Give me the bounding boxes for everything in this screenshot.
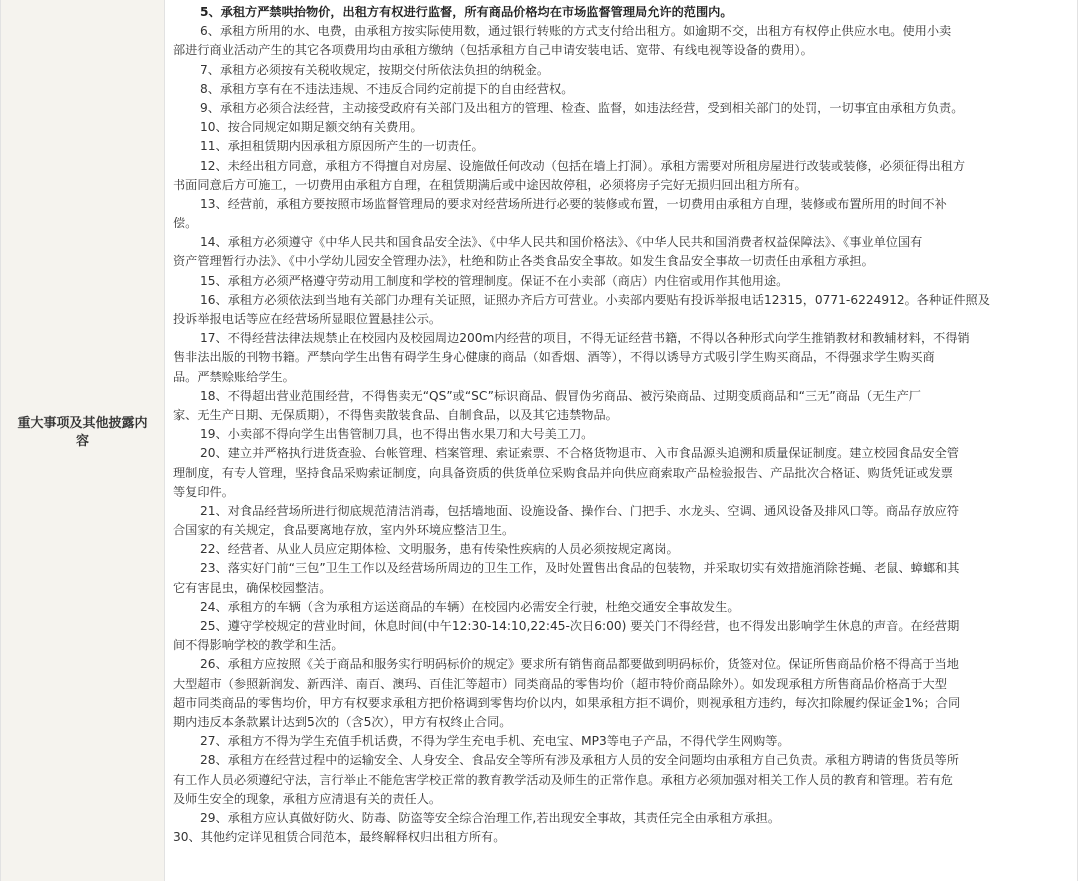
clause-line: 10、按合同规定如期足额交纳有关费用。	[200, 120, 423, 135]
clause-line: 12、未经出租方同意，承租方不得擅自对房屋、设施做任何改动（包括在墙上打洞）。承租方需要对所租房屋进行改装或装修，必须征得出租方	[200, 158, 966, 173]
clause-line: 18、不得超出营业范围经营，不得售卖无“QS”或“SC”标识商品、假冒伪劣商品、被污染商品、过期变质商品和“三无”商品（无生产厂	[200, 388, 921, 403]
clause-line: 14、承租方必须遵守《中华人民共和国食品安全法》、《中华人民共和国价格法》、《中华人民共和国消费者权益保障法》、《事业单位国有	[200, 235, 923, 250]
clause-line: 20、建立并严格执行进货查验、台帐管理、档案管理、索证索票、不合格货物退市、入市食品源头追溯和质量保证制度。建立校园食品安全管	[200, 446, 959, 461]
clause-line: 27、承租方不得为学生充值手机话费，不得为学生充电手机、充电宝、MP3等电子产品，不得代学生网购等。	[200, 734, 790, 749]
clause-line: 11、承担租赁期内因承租方原因所产生的一切责任。	[200, 139, 484, 154]
clause-line: 24、承租方的车辆（含为承租方运送商品的车辆）在校园内必需安全行驶，杜绝交通安全事故发生。	[200, 599, 740, 614]
clause-line: 17、不得经营法律法规禁止在校园内及校园周边200m内经营的项目，不得无证经营书籍，不得以各种形式向学生推销教材和教辅材料，不得销	[200, 331, 970, 346]
section-label: 重大事项及其他披露内容	[17, 416, 148, 449]
clause-line: 偿。	[173, 216, 198, 231]
clause-line: 及师生安全的现象，承租方应清退有关的责任人。	[173, 791, 442, 806]
clause-line: 书面同意后方可施工，一切费用由承租方自理，在租赁期满后或中途因故停租，必须将房子完好无损归回出租方所有。	[173, 177, 807, 192]
clause-line: 超市同类商品的零售均价，甲方有权要求承租方把价格调到零售均价以内，如果承租方拒不调价，则视承租方违约，每次扣除履约保证金1%；合同	[173, 695, 961, 710]
clause-line: 合国家的有关规定，食品要离地存放，室内外环境应整洁卫生。	[173, 523, 515, 538]
clause-line: 13、经营前，承租方要按照市场监督管理局的要求对经营场所进行必要的装修或布置，一切费用由承租方自理，装修或布置所用的时间不补	[200, 196, 947, 211]
clause-line: 它有害昆虫，确保校园整洁。	[173, 580, 332, 595]
clause-line: 间不得影响学校的教学和生活。	[173, 638, 344, 653]
clause-line: 部进行商业活动产生的其它各项费用均由承租方缴纳（包括承租方自己申请安装电话、宽带、有线电视等设备的费用）。	[173, 43, 813, 58]
clause-line: 有工作人员必须遵纪守法，言行举止不能危害学校正常的教育教学活动及师生的正常作息。承租方必须加强对相关工作人员的教育和管理。若有危	[173, 772, 953, 787]
clause-line: 家、无生产日期、无保质期），不得售卖散装食品、自制食品，以及其它违禁物品。	[173, 407, 618, 422]
clause-line: 7、承租方必须按有关税收规定，按期交付所依法负担的纳税金。	[200, 62, 550, 77]
clause-line: 23、落实好门前“三包”卫生工作以及经营场所周边的卫生工作，及时处置售出食品的包装物，并采取切实有效措施消除苍蝇、老鼠、蟑螂和其	[200, 561, 960, 576]
clause-line: 投诉举报电话等应在经营场所显眼位置悬挂公示。	[173, 312, 442, 326]
clause-line: 19、小卖部不得向学生出售管制刀具，也不得出售水果刀和大号美工刀。	[200, 427, 594, 442]
clause-line: 期内违反本条款累计达到5次的（含5次），甲方有权终止合同。	[173, 714, 512, 729]
clause-line: 理制度，有专人管理，坚持食品采购索证制度，向具备资质的供货单位采购食品并向供应商索取产品检验报告、产品批次合格证、购货凭证或发票	[173, 465, 953, 480]
clause-line: 15、承租方必须严格遵守劳动用工制度和学校的管理制度。保证不在小卖部（商店）内住宿或用作其他用途。	[200, 273, 789, 288]
clause-line: 16、承租方必须依法到当地有关部门办理有关证照，证照办齐后方可营业。小卖部内要贴有投诉举报电话12315，0771-6224912。各种证件照及	[200, 292, 990, 307]
clause-line: 品。严禁赊账给学生。	[173, 369, 295, 384]
clause-line: 29、承租方应认真做好防火、防毒、防盗等安全综合治理工作,若出现安全事故，其责任完全由承租方承担。	[200, 810, 781, 825]
section-label-cell	[1, 0, 165, 881]
clause-line: 9、承租方必须合法经营，主动接受政府有关部门及出租方的管理、检查、监督，如违法经营，受到相关部门的处罚，一切事宜由承租方负责。	[200, 100, 964, 115]
clause-line: 21、对食品经营场所进行彻底规范清洁消毒，包括墙地面、设施设备、操作台、门把手、水龙头、空调、通风设备及排风口等。商品存放应符	[200, 503, 959, 518]
clause-line: 资产管理暂行办法》、《中小学幼儿园安全管理办法》，杜绝和防止各类食品安全事故。如发生食品安全事故一切责任由承租方承担。	[173, 254, 874, 269]
clause-line: 等复印件。	[173, 484, 234, 499]
clause-line: 28、承租方在经营过程中的运输安全、人身安全、食品安全等所有涉及承租方人员的安全问题均由承租方自己负责。承租方聘请的售货员等所	[200, 753, 959, 768]
clause-line: 30、其他约定详见租赁合同范本，最终解释权归出租方所有。	[173, 830, 506, 845]
clause-line: 22、经营者、从业人员应定期体检、文明服务，患有传染性疾病的人员必须按规定离岗。	[200, 542, 679, 557]
section-content-cell	[165, 0, 1077, 881]
clause-line: 5、承租方严禁哄抬物价，出租方有权进行监督，所有商品价格均在市场监督管理局允许的范围内。	[200, 5, 733, 19]
clause-line: 8、承租方享有在不违法违规、不违反合同约定前提下的自由经营权。	[200, 81, 574, 96]
clause-line: 25、遵守学校规定的营业时间，休息时间(中午12:30-14:10,22:45-次日6:00) 要关门不得经营，也不得发出影响学生休息的声音。在经营期	[200, 619, 960, 633]
clause-line: 大型超市（参照新润发、新西洋、南百、澳玛、百佳汇等超市）同类商品的零售均价（超市特价商品除外）。如发现承租方所售商品价格高于大型	[173, 676, 947, 691]
clause-line: 6、承租方所用的水、电费，由承租方按实际使用数，通过银行转账的方式支付给出租方。如逾期不交，出租方有权停止供应水电。使用小卖	[200, 24, 952, 39]
clause-line: 26、承租方应按照《关于商品和服务实行明码标价的规定》要求所有销售商品都要做到明码标价，货签对位。保证所售商品价格不得高于当地	[200, 657, 959, 672]
clause-line: 售非法出版的刊物书籍。严禁向学生出售有碍学生身心健康的商品（如香烟、酒等），不得以诱导方式吸引学生购买商品，不得强求学生购买商	[173, 350, 935, 365]
